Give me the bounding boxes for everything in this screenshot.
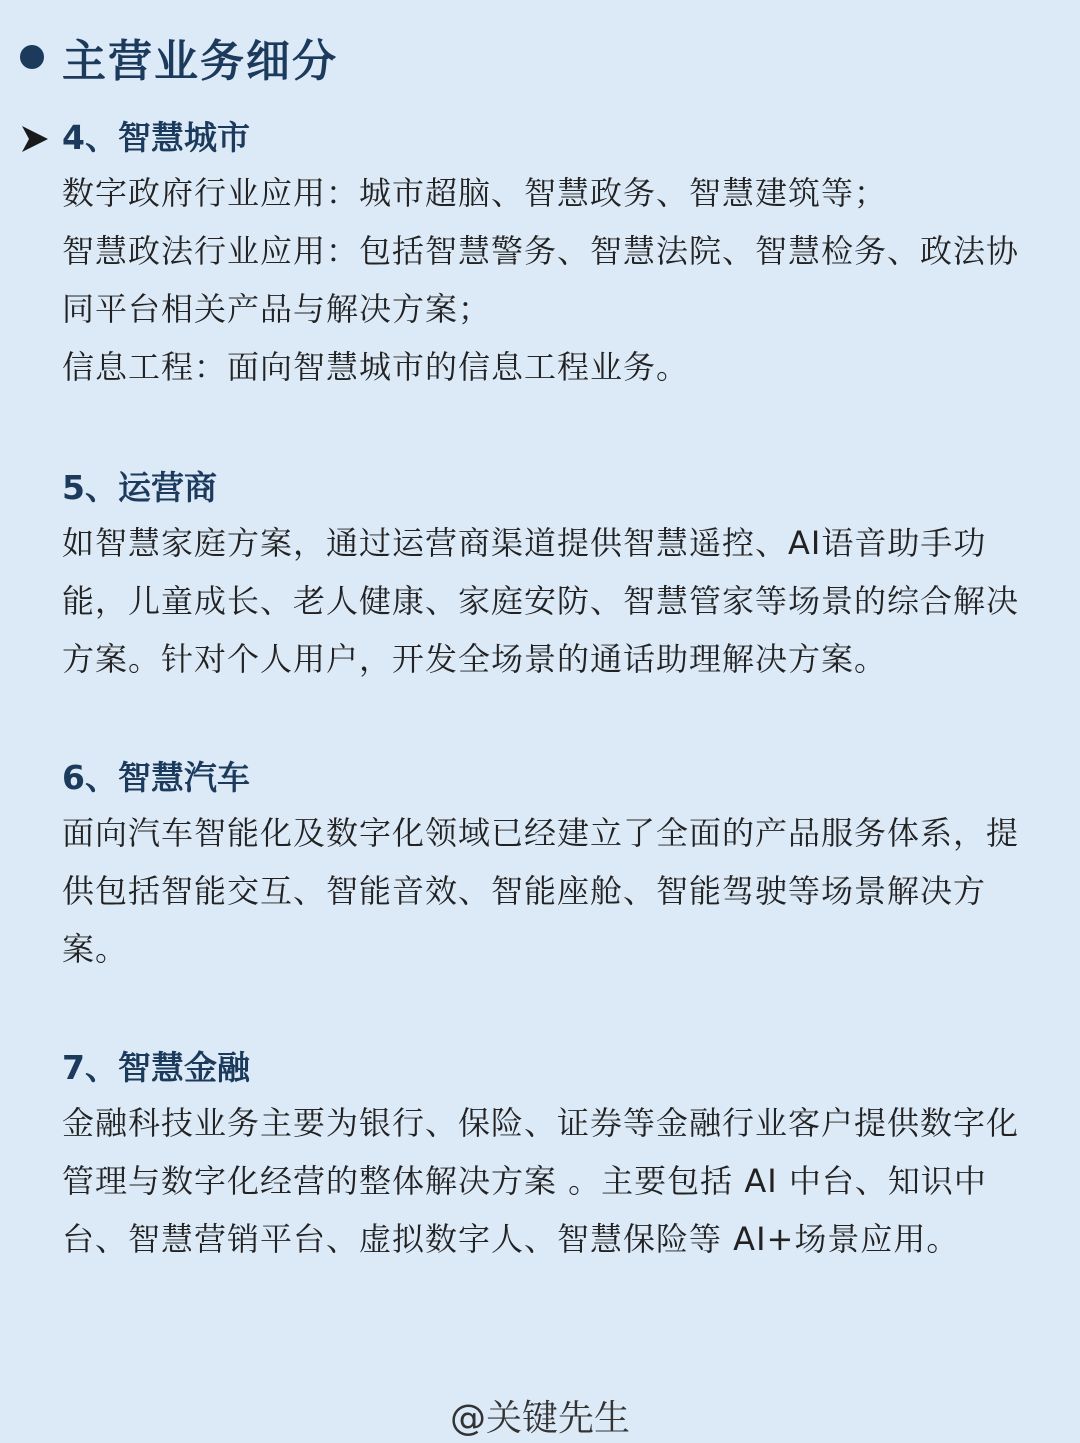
bullet-dot-icon (20, 45, 44, 69)
arrowhead-icon (20, 124, 50, 154)
section-heading: 6、智慧汽车 (62, 758, 250, 797)
author-handle: @关键先生 (449, 1398, 630, 1439)
section-smart-car (0, 752, 1080, 978)
section-heading (0, 112, 1080, 164)
section-paragraph: 信息工程：面向智慧城市的信息工程业务。 (62, 348, 690, 386)
section-smart-city (0, 112, 1080, 396)
section-paragraph: 智慧政法行业应用：包括智慧警务、智慧法院、智慧检务、政法协同平台相关产品与解决方案； (62, 232, 1020, 328)
section-operator (0, 462, 1080, 688)
section-heading-text: 4、智慧城市 (62, 118, 250, 157)
page-title-text: 主营业务细分 (62, 36, 338, 87)
section-paragraph: 数字政府行业应用：城市超脑、智慧政务、智慧建筑等； (62, 174, 888, 212)
section-paragraph: 如智慧家庭方案，通过运营商渠道提供智慧遥控、AI语音助手功能，儿童成长、老人健康、家庭安防、智慧管家等场景的综合解决方案。针对个人用户，开发全场景的通话助理解决方案。 (62, 524, 1020, 678)
section-heading: 5、运营商 (62, 468, 217, 507)
section-smart-finance (0, 1042, 1080, 1268)
section-heading: 7、智慧金融 (62, 1048, 250, 1087)
section-paragraph: 金融科技业务主要为银行、保险、证券等金融行业客户提供数字化管理与数字化经营的整体解决方案 。主要包括 AI 中台、知识中台、智慧营销平台、虚拟数字人、智慧保险等 AI+场景应用。 (62, 1104, 1020, 1258)
section-paragraph: 面向汽车智能化及数字化领域已经建立了全面的产品服务体系，提供包括智能交互、智能音效、智能座舱、智能驾驶等场景解决方案。 (62, 814, 1020, 968)
page-title (20, 22, 338, 92)
